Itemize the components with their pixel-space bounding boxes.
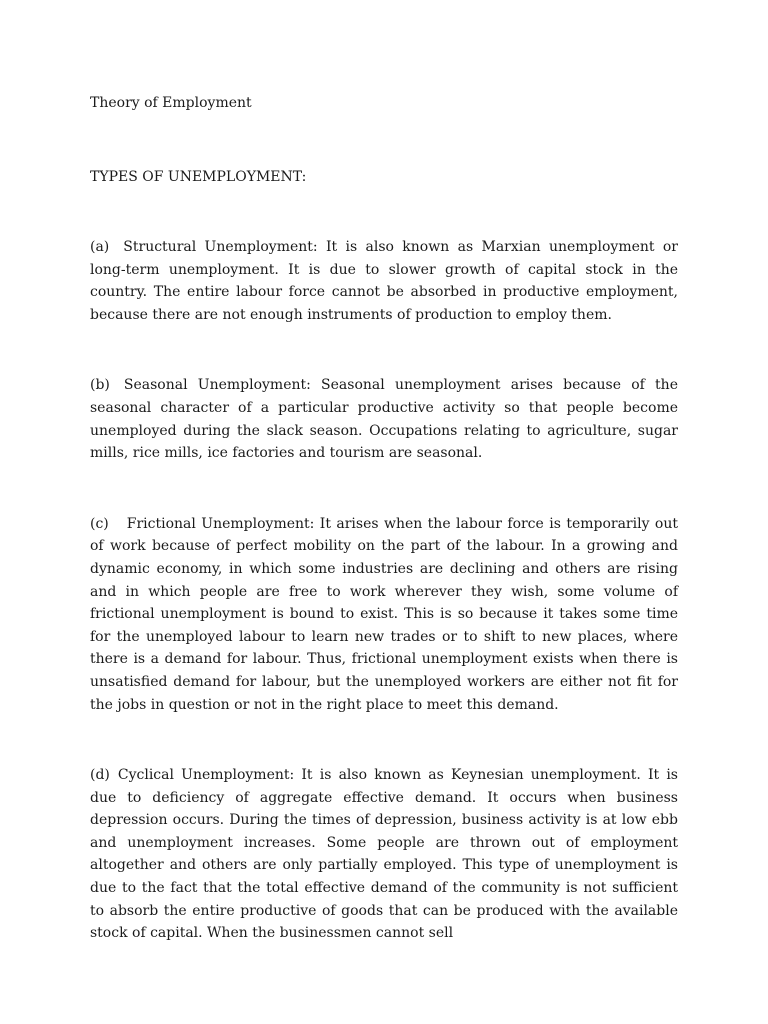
paragraph-label: (d) <box>90 767 110 784</box>
paragraph-cyclical-unemployment <box>90 764 678 945</box>
paragraph-label: (b) <box>90 377 110 394</box>
document-title: Theory of Employment <box>90 95 252 111</box>
paragraph-text: Cyclical Unemployment: It is also known as Keynesian unemployment. It is due to deficiency of aggregate effective demand. It occurs when business depression occurs. During the times of depression, business activity is at low ebb and unemployment increases. Some people are thrown out of employment altogether and others are only partially employed. This type of unemployment is due to the fact that the total effective demand of the community is not sufficient to absorb the entire productive of goods that can be produced with the available stock of capital. When the businessmen cannot sell <box>90 767 678 942</box>
document-page <box>90 92 678 993</box>
paragraph-frictional-unemployment <box>90 513 678 716</box>
paragraph-label: (a) <box>90 239 110 255</box>
section-heading: TYPES OF UNEMPLOYMENT: <box>90 169 307 185</box>
paragraph-text: Frictional Unemployment: It arises when the labour force is temporarily out of work because of perfect mobility on the part of the labour. In a growing and dynamic economy, in which some industries are declining and others are rising and in which people are free to work wherever they wish, some volume of frictional unemployment is bound to exist. This is so because it takes some time for the unemployed labour to learn new trades or to shift to new places, where there is a demand for labour. Thus, frictional unemployment exists when there is unsatisfied demand for labour, but the unemployed workers are either not fit for the jobs in question or not in the right place to meet this demand. <box>90 515 678 713</box>
paragraph-text: Seasonal Unemployment: Seasonal unemployment arises because of the seasonal character of a particular productive activity so that people become unemployed during the slack season. Occupations relating to agriculture, sugar mills, rice mills, ice factories and tourism are seasonal. <box>90 377 678 462</box>
paragraph-text: Structural Unemployment: It is also known as Marxian unemployment or long-term unemployment. It is due to slower growth of capital stock in the country. The entire labour force cannot be absorbed in productive employment, because there are not enough instruments of production to employ them. <box>90 239 678 323</box>
paragraph-structural-unemployment <box>90 236 678 326</box>
paragraph-label: (c) <box>90 515 109 532</box>
paragraph-seasonal-unemployment <box>90 374 678 464</box>
